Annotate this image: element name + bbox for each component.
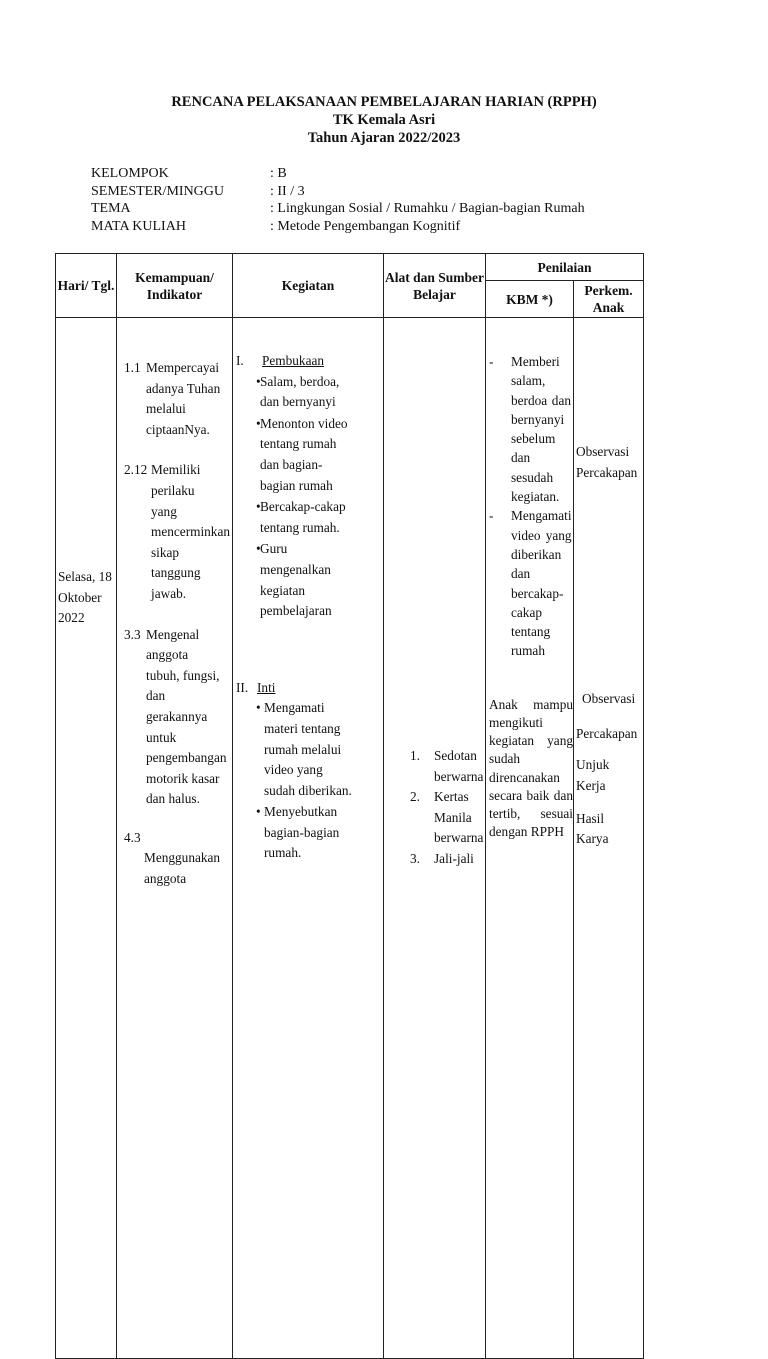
header-kemampuan: Kemampuan/ Indikator xyxy=(117,254,233,318)
document-title: RENCANA PELAKSANAAN PEMBELAJARAN HARIAN (RPPH) xyxy=(171,94,597,110)
assessment-text: Percakapan xyxy=(576,725,638,741)
header-kbm: KBM *) xyxy=(486,281,574,318)
academic-year: Tahun Ajaran 2022/2023 xyxy=(307,130,461,146)
kbm-cell xyxy=(486,318,574,1359)
perkem-cell xyxy=(574,318,644,1359)
kbm-result-text: Anak mampu mengikuti kegiatan yang sudah direncanakan secara baik dan tertib, sesuai dengan RPPH xyxy=(489,696,573,840)
list-item xyxy=(410,849,483,870)
list-item xyxy=(236,539,379,621)
date-text: Selasa, 18 Oktober 2022 xyxy=(58,569,112,626)
meta-label: TEMA xyxy=(91,201,131,216)
list-item-text: Mengamati video yang diberikan dan bercakap-cakap tentang rumah xyxy=(511,508,572,659)
bullet-icon: • xyxy=(256,804,261,820)
section-pembukaan xyxy=(236,351,379,372)
indicator-item xyxy=(124,358,230,440)
rpph-table xyxy=(55,253,644,1359)
list-item xyxy=(236,372,379,413)
list-number: 2. xyxy=(410,789,420,805)
list-item xyxy=(410,787,483,849)
indicator-item xyxy=(124,828,230,890)
meta-value: : II / 3 xyxy=(270,183,305,199)
list-item-text: Sedotan berwarna xyxy=(434,748,484,784)
list-item xyxy=(489,352,571,506)
header-hari: Hari/ Tgl. xyxy=(56,254,117,318)
list-item-text: Menyebutkan bagian-bagian rumah. xyxy=(264,804,340,861)
pembukaan-list xyxy=(236,372,379,622)
list-item-text: Mengamati materi tentang rumah melalui video yang sudah diberikan. xyxy=(264,700,352,798)
list-item xyxy=(236,497,379,538)
meta-row-tema xyxy=(91,200,585,218)
list-item xyxy=(489,506,571,660)
section-number: I. xyxy=(236,353,244,368)
dash-icon: - xyxy=(489,508,494,524)
indicator-number: 2.12 xyxy=(124,462,148,478)
meta-value: : B xyxy=(270,166,287,181)
section-inti xyxy=(236,678,379,699)
indicator-text: Memiliki perilaku yang mencerminkan sikap tanggung jawab. xyxy=(151,462,231,601)
indicator-number: 3.3 xyxy=(124,626,141,642)
meta-label: MATA KULIAH xyxy=(91,218,186,234)
meta-value: : Metode Pengembangan Kognitif xyxy=(270,218,461,234)
assessment-text: Unjuk Kerja xyxy=(576,757,610,793)
assessment-text: Observasi xyxy=(582,691,636,707)
dash-icon: - xyxy=(489,354,494,369)
meta-label: SEMESTER/MINGGU xyxy=(91,183,225,199)
header-perkem: Perkem. Anak xyxy=(574,281,644,318)
header-alat: Alat dan Sumber Belajar xyxy=(384,254,486,318)
school-name: TK Kemala Asri xyxy=(332,112,436,128)
indicator-text: Mengenal anggota tubuh, fungsi, dan gerakannya untuk pengembangan motorik kasar dan halus. xyxy=(146,626,227,807)
header-penilaian: Penilaian xyxy=(486,254,644,281)
section-title: Inti xyxy=(257,679,276,695)
section-title: Pembukaan xyxy=(262,353,325,368)
bullet-icon: • xyxy=(256,373,261,389)
table-row xyxy=(56,318,644,1359)
list-item xyxy=(410,746,483,787)
bullet-icon: • xyxy=(256,700,261,716)
document-header xyxy=(0,93,768,147)
bullet-icon: • xyxy=(256,415,261,431)
list-item xyxy=(236,698,379,801)
alat-cell xyxy=(384,318,486,1359)
meta-row-kelompok xyxy=(91,165,585,183)
list-item xyxy=(236,802,379,864)
list-item-text: Bercakap-cakap tentang rumah. xyxy=(260,499,346,535)
list-number: 3. xyxy=(410,850,420,866)
meta-value: : Lingkungan Sosial / Rumahku / Bagian-bagian Rumah xyxy=(270,201,585,216)
section-number: II. xyxy=(236,679,249,695)
indicator-text: Mempercayai adanya Tuhan melalui ciptaanNya. xyxy=(146,360,221,437)
indicator-item xyxy=(124,460,230,604)
kegiatan-cell xyxy=(233,318,384,1359)
indicator-item xyxy=(124,625,230,810)
list-item-text: Memberi salam, berdoa dan bernyanyi sebelum dan sesudah kegiatan. xyxy=(511,354,571,505)
meta-label: KELOMPOK xyxy=(91,166,169,181)
inti-list xyxy=(236,698,379,864)
assessment-text: Hasil Karya xyxy=(576,810,609,847)
list-item-text: Salam, berdoa, dan bernyanyi xyxy=(260,373,340,410)
bullet-icon: • xyxy=(256,541,261,557)
indicator-number: 4.3 xyxy=(124,829,141,845)
kemampuan-cell xyxy=(117,318,233,1359)
meta-info xyxy=(91,165,585,235)
meta-row-semester xyxy=(91,183,585,201)
list-item-text: Guru mengenalkan kegiatan pembelajaran xyxy=(260,541,332,619)
header-kegiatan: Kegiatan xyxy=(233,254,384,318)
list-item-text: Kertas Manila berwarna xyxy=(434,789,484,846)
list-item-text: Jali-jali xyxy=(434,850,474,866)
list-item xyxy=(236,414,379,496)
list-item-text: Menonton video tentang rumah dan bagian-bagian rumah xyxy=(260,415,348,493)
indicator-text: Menggunakan anggota xyxy=(144,850,221,887)
list-number: 1. xyxy=(410,748,420,763)
indicator-number: 1.1 xyxy=(124,360,141,375)
meta-row-mata-kuliah xyxy=(91,218,585,236)
assessment-text: Observasi Percakapan xyxy=(576,444,638,480)
date-cell xyxy=(56,318,117,1359)
bullet-icon: • xyxy=(256,499,261,515)
